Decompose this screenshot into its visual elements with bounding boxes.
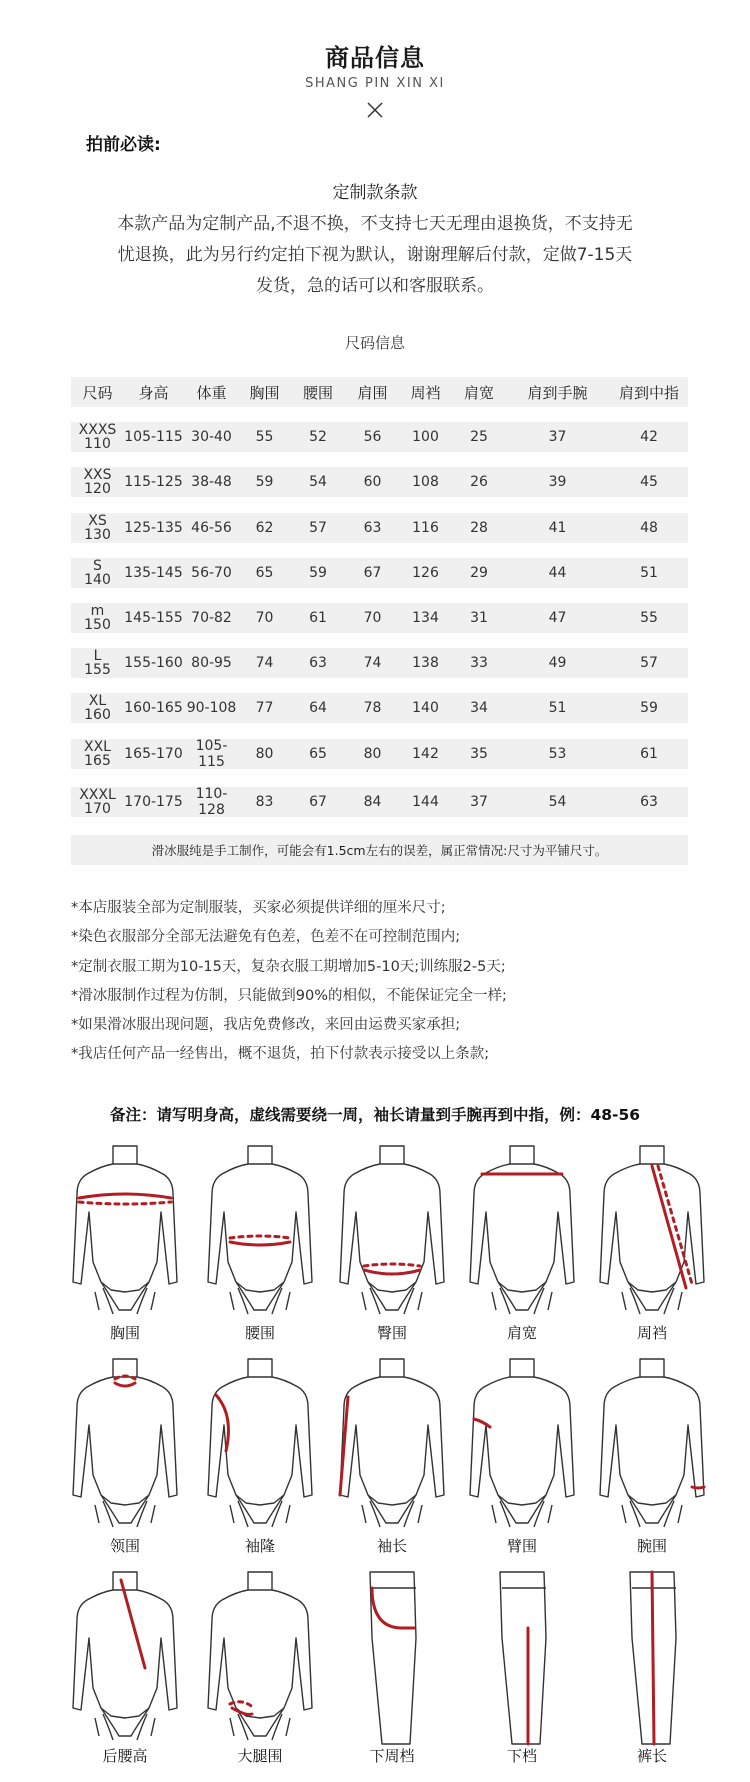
diagram-label: 裤长 [636, 1747, 667, 1765]
size-cell [71, 603, 124, 633]
diagram-label: 臂围 [506, 1537, 537, 1555]
chest-measure-icon [65, 1142, 185, 1322]
table-cell: 144 [412, 794, 439, 810]
table-cell: 46-56 [191, 520, 232, 536]
table-cell: 42 [640, 429, 658, 445]
table-cell: 110-128 [195, 786, 228, 818]
size-number: 120 [84, 481, 111, 497]
table-cell: 63 [363, 520, 382, 536]
size-cell [71, 693, 124, 723]
table-cell: 31 [470, 610, 488, 626]
diagram-label: 肩宽 [506, 1324, 537, 1342]
table-cell: 138 [412, 655, 439, 671]
column-header: 体重 [196, 383, 227, 402]
size-number: 170 [84, 801, 111, 817]
table-cell: 57 [309, 520, 327, 536]
table-cell: 61 [309, 610, 327, 626]
table-cell: 115-125 [124, 474, 183, 490]
size-number: 140 [84, 572, 111, 588]
column-header: 肩到中指 [618, 383, 679, 402]
size-cell [71, 648, 124, 678]
column-header: 尺码 [82, 383, 113, 402]
table-cell: 55 [640, 610, 658, 626]
table-cell: 67 [309, 794, 327, 810]
terms-item: *定制衣服工期为10-15天，复杂衣服工期增加5-10天;训练服2-5天; [71, 959, 506, 975]
armhole-measure-icon [200, 1355, 320, 1535]
page-title: 商品信息 [325, 44, 425, 72]
size-cell [71, 513, 124, 543]
diagram-label: 周裆 [636, 1324, 667, 1342]
column-header: 周裆 [410, 383, 441, 402]
table-cell: 83 [255, 794, 274, 810]
size-cell [71, 467, 124, 497]
table-cell: 51 [640, 565, 658, 581]
table-row [71, 787, 688, 817]
table-cell: 70 [363, 610, 382, 626]
size-cell [71, 787, 124, 817]
table-cell: 54 [548, 794, 567, 810]
table-cell: 63 [309, 655, 327, 671]
table-cell: 165-170 [124, 746, 183, 762]
table-cell: 61 [640, 746, 658, 762]
table-cell: 63 [640, 794, 658, 810]
diagram-label: 袖隆 [244, 1537, 275, 1555]
table-cell: 105-115 [124, 429, 183, 445]
terms-item: *染色衣服部分全部无法避免有色差，色差不在可控制范围内; [71, 929, 461, 945]
table-cell: 74 [255, 655, 274, 671]
column-header: 腰围 [302, 383, 333, 402]
table-cell: 55 [255, 429, 274, 445]
table-cell: 64 [309, 700, 327, 716]
table-cell: 155-160 [124, 655, 183, 671]
size-number: 130 [84, 527, 111, 543]
size-code: XXS [83, 467, 112, 483]
size-code: L [93, 648, 102, 664]
column-header: 肩到手腕 [527, 383, 588, 402]
table-cell: 37 [470, 794, 488, 810]
table-row [71, 739, 688, 769]
size-code: XXL [84, 739, 111, 755]
table-cell: 49 [548, 655, 567, 671]
table-row [71, 513, 688, 543]
size-number: 160 [84, 707, 111, 723]
table-cell: 100 [412, 429, 439, 445]
diagram-label: 后腰高 [102, 1747, 148, 1765]
terms-item: *我店任何产品一经售出，概不退货，拍下付款表示接受以上条款; [71, 1046, 490, 1062]
diagram-label: 大腿围 [237, 1747, 283, 1765]
thigh-measure-icon [200, 1568, 320, 1748]
table-cell: 37 [548, 429, 567, 445]
sleeve-length-icon [332, 1355, 452, 1535]
column-header: 肩宽 [463, 383, 494, 402]
diagram-label: 袖长 [376, 1537, 407, 1555]
size-code: S [93, 558, 102, 574]
back-waist-height-icon [65, 1568, 185, 1748]
size-cell [71, 558, 124, 588]
table-cell: 28 [470, 520, 488, 536]
policy-line: 发货，急的话可以和客服联系。 [256, 276, 494, 296]
table-cell: 41 [548, 520, 567, 536]
table-cell: 70 [255, 610, 274, 626]
table-cell: 160-165 [124, 700, 183, 716]
table-row [71, 603, 688, 633]
column-header: 身高 [138, 383, 169, 402]
size-code: XS [88, 513, 107, 529]
table-cell: 57 [640, 655, 658, 671]
table-cell: 105-115 [195, 738, 228, 770]
hip-measure-icon [332, 1142, 452, 1322]
table-row [71, 558, 688, 588]
table-cell: 59 [255, 474, 274, 490]
size-table-note: 滑冰服纯是手工制作，可能会有1.5cm左右的误差，属正常情况:尺寸为平铺尺寸。 [71, 835, 688, 865]
table-cell: 59 [309, 565, 327, 581]
size-number: 110 [84, 436, 111, 452]
diagram-label: 腕围 [636, 1537, 667, 1555]
table-cell: 51 [548, 700, 567, 716]
table-cell: 25 [470, 429, 488, 445]
diagram-label: 领围 [109, 1537, 140, 1555]
lower-crotch-icon [332, 1568, 452, 1748]
wrist-measure-icon [592, 1355, 712, 1535]
table-cell: 47 [548, 610, 567, 626]
table-cell: 134 [412, 610, 439, 626]
size-code: XXXL [79, 787, 116, 803]
size-number: 150 [84, 617, 111, 633]
table-cell: 53 [548, 746, 567, 762]
policy-line: 忧退换，此为另行约定拍下视为默认，谢谢理解后付款，定做7-15天 [117, 245, 633, 265]
inseam-icon [462, 1568, 582, 1748]
shoulder-width-icon [462, 1142, 582, 1322]
measurement-remark: 备注：请写明身高，虚线需要绕一周，袖长请量到手腕再到中指，例：48-56 [109, 1106, 641, 1124]
arm-measure-icon [462, 1355, 582, 1535]
table-cell: 78 [363, 700, 382, 716]
size-number: 155 [84, 662, 111, 678]
table-cell: 90-108 [186, 700, 237, 716]
table-cell: 35 [470, 746, 488, 762]
table-row [71, 467, 688, 497]
table-cell: 48 [640, 520, 658, 536]
size-cell [71, 422, 124, 452]
table-cell: 108 [412, 474, 439, 490]
table-cell: 62 [255, 520, 274, 536]
policy-line: 本款产品为定制产品,不退不换，不支持七天无理由退换货，不支持无 [117, 214, 633, 234]
diagram-label: 腰围 [244, 1324, 275, 1342]
column-header: 胸围 [249, 383, 280, 402]
table-cell: 34 [470, 700, 488, 716]
table-cell: 65 [309, 746, 327, 762]
table-cell: 74 [363, 655, 382, 671]
table-cell: 60 [363, 474, 382, 490]
table-cell: 125-135 [124, 520, 183, 536]
table-row [71, 648, 688, 678]
terms-item: *滑冰服制作过程为仿制，只能做到90%的相似，不能保证完全一样; [71, 988, 507, 1004]
size-code: XXXS [78, 422, 117, 438]
size-cell [71, 739, 124, 769]
table-cell: 77 [255, 700, 274, 716]
table-cell: 26 [470, 474, 488, 490]
diagram-label: 臀围 [376, 1324, 407, 1342]
table-cell: 70-82 [191, 610, 232, 626]
size-table-title: 尺码信息 [344, 334, 405, 352]
must-read-heading: 拍前必读: [86, 135, 161, 155]
table-row [71, 693, 688, 723]
table-cell: 59 [640, 700, 658, 716]
table-cell: 45 [640, 474, 658, 490]
column-header: 肩围 [357, 383, 388, 402]
table-cell: 80-95 [191, 655, 232, 671]
table-cell: 65 [255, 565, 274, 581]
table-header-row [71, 377, 688, 407]
table-cell: 29 [470, 565, 488, 581]
table-cell: 54 [309, 474, 327, 490]
table-cell: 80 [363, 746, 382, 762]
neck-measure-icon [65, 1355, 185, 1535]
table-cell: 38-48 [191, 474, 232, 490]
table-cell: 30-40 [191, 429, 232, 445]
table-cell: 145-155 [124, 610, 183, 626]
table-cell: 39 [548, 474, 567, 490]
terms-item: *如果滑冰服出现问题，我店免费修改，来回由运费买家承担; [71, 1017, 461, 1033]
table-cell: 56-70 [191, 565, 232, 581]
table-cell: 44 [548, 565, 567, 581]
table-cell: 52 [309, 429, 327, 445]
size-code: XL [88, 693, 107, 709]
close-icon [365, 100, 385, 120]
diagram-label: 胸围 [109, 1324, 140, 1342]
table-cell: 126 [412, 565, 439, 581]
table-cell: 142 [412, 746, 439, 762]
table-cell: 170-175 [124, 794, 183, 810]
table-cell: 67 [363, 565, 382, 581]
terms-item: *本店服装全部为定制服装，买家必须提供详细的厘米尺寸; [71, 900, 446, 916]
torso-loop-icon [592, 1142, 712, 1322]
pants-length-icon [592, 1568, 712, 1748]
waist-measure-icon [200, 1142, 320, 1322]
size-code: m [90, 603, 105, 619]
table-cell: 84 [363, 794, 382, 810]
page-subtitle: SHANG PIN XIN XI [305, 76, 445, 91]
diagram-label: 下周档 [369, 1747, 415, 1765]
table-cell: 33 [470, 655, 488, 671]
table-cell: 56 [363, 429, 382, 445]
diagram-label: 下档 [506, 1747, 537, 1765]
table-cell: 135-145 [124, 565, 183, 581]
policy-title: 定制款条款 [332, 183, 418, 203]
table-cell: 80 [255, 746, 274, 762]
table-cell: 140 [412, 700, 439, 716]
size-number: 165 [84, 753, 111, 769]
table-row [71, 422, 688, 452]
table-cell: 116 [412, 520, 439, 536]
